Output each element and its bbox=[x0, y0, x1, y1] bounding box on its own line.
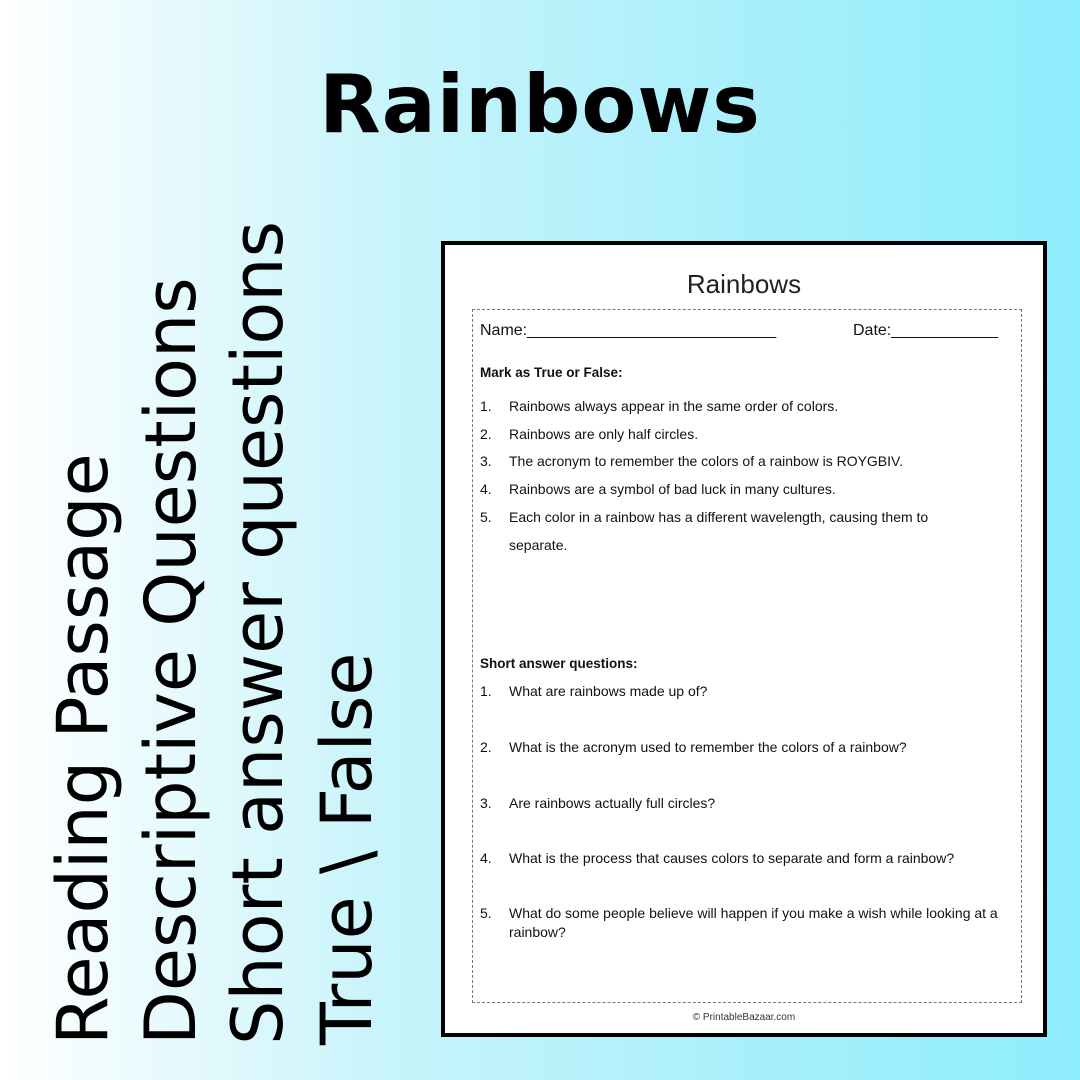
worksheet-body bbox=[472, 309, 1022, 1003]
item-number: 4. bbox=[480, 850, 492, 866]
item-text: The acronym to remember the colors of a rainbow is ROYGBIV. bbox=[509, 453, 903, 469]
item-number: 2. bbox=[480, 426, 492, 442]
side-label-reading-passage: Reading Passage bbox=[42, 453, 124, 1045]
worksheet-title: Rainbows bbox=[686, 269, 802, 299]
worksheet-preview bbox=[441, 241, 1047, 1037]
item-number: 5. bbox=[480, 509, 492, 525]
page-title: Rainbows bbox=[319, 58, 761, 151]
side-label-descriptive-questions: Descriptive Questions bbox=[130, 277, 212, 1045]
item-number: 1. bbox=[480, 683, 492, 699]
item-text: What are rainbows made up of? bbox=[509, 683, 708, 699]
name-field: Name:____________________________ bbox=[480, 322, 777, 339]
item-number: 5. bbox=[480, 905, 492, 921]
item-number: 3. bbox=[480, 453, 492, 469]
item-text: Rainbows are a symbol of bad luck in many cultures. bbox=[509, 481, 836, 497]
item-text: Are rainbows actually full circles? bbox=[509, 795, 716, 811]
item-text: Rainbows always appear in the same order of colors. bbox=[509, 398, 839, 414]
item-number: 4. bbox=[480, 481, 492, 497]
item-number: 3. bbox=[480, 795, 492, 811]
item-text: What is the acronym used to remember the colors of a rainbow? bbox=[509, 739, 907, 755]
true-false-heading: Mark as True or False: bbox=[480, 365, 623, 380]
side-label-short-answer: Short answer questions bbox=[217, 220, 299, 1045]
item-text: Each color in a rainbow has a different wavelength, causing them to separate. bbox=[509, 509, 929, 553]
item-number: 1. bbox=[480, 398, 492, 414]
item-text: What do some people believe will happen if you make a wish while looking at a rainbow? bbox=[509, 905, 998, 940]
date-field: Date:____________ bbox=[853, 322, 999, 339]
item-text: Rainbows are only half circles. bbox=[509, 426, 699, 442]
copyright-footer: © PrintableBazaar.com bbox=[692, 1012, 796, 1023]
short-answer-heading: Short answer questions: bbox=[480, 656, 638, 671]
side-label-true-false: True \ False bbox=[306, 652, 388, 1045]
item-number: 2. bbox=[480, 739, 492, 755]
item-text: What is the process that causes colors to separate and form a rainbow? bbox=[509, 850, 955, 866]
